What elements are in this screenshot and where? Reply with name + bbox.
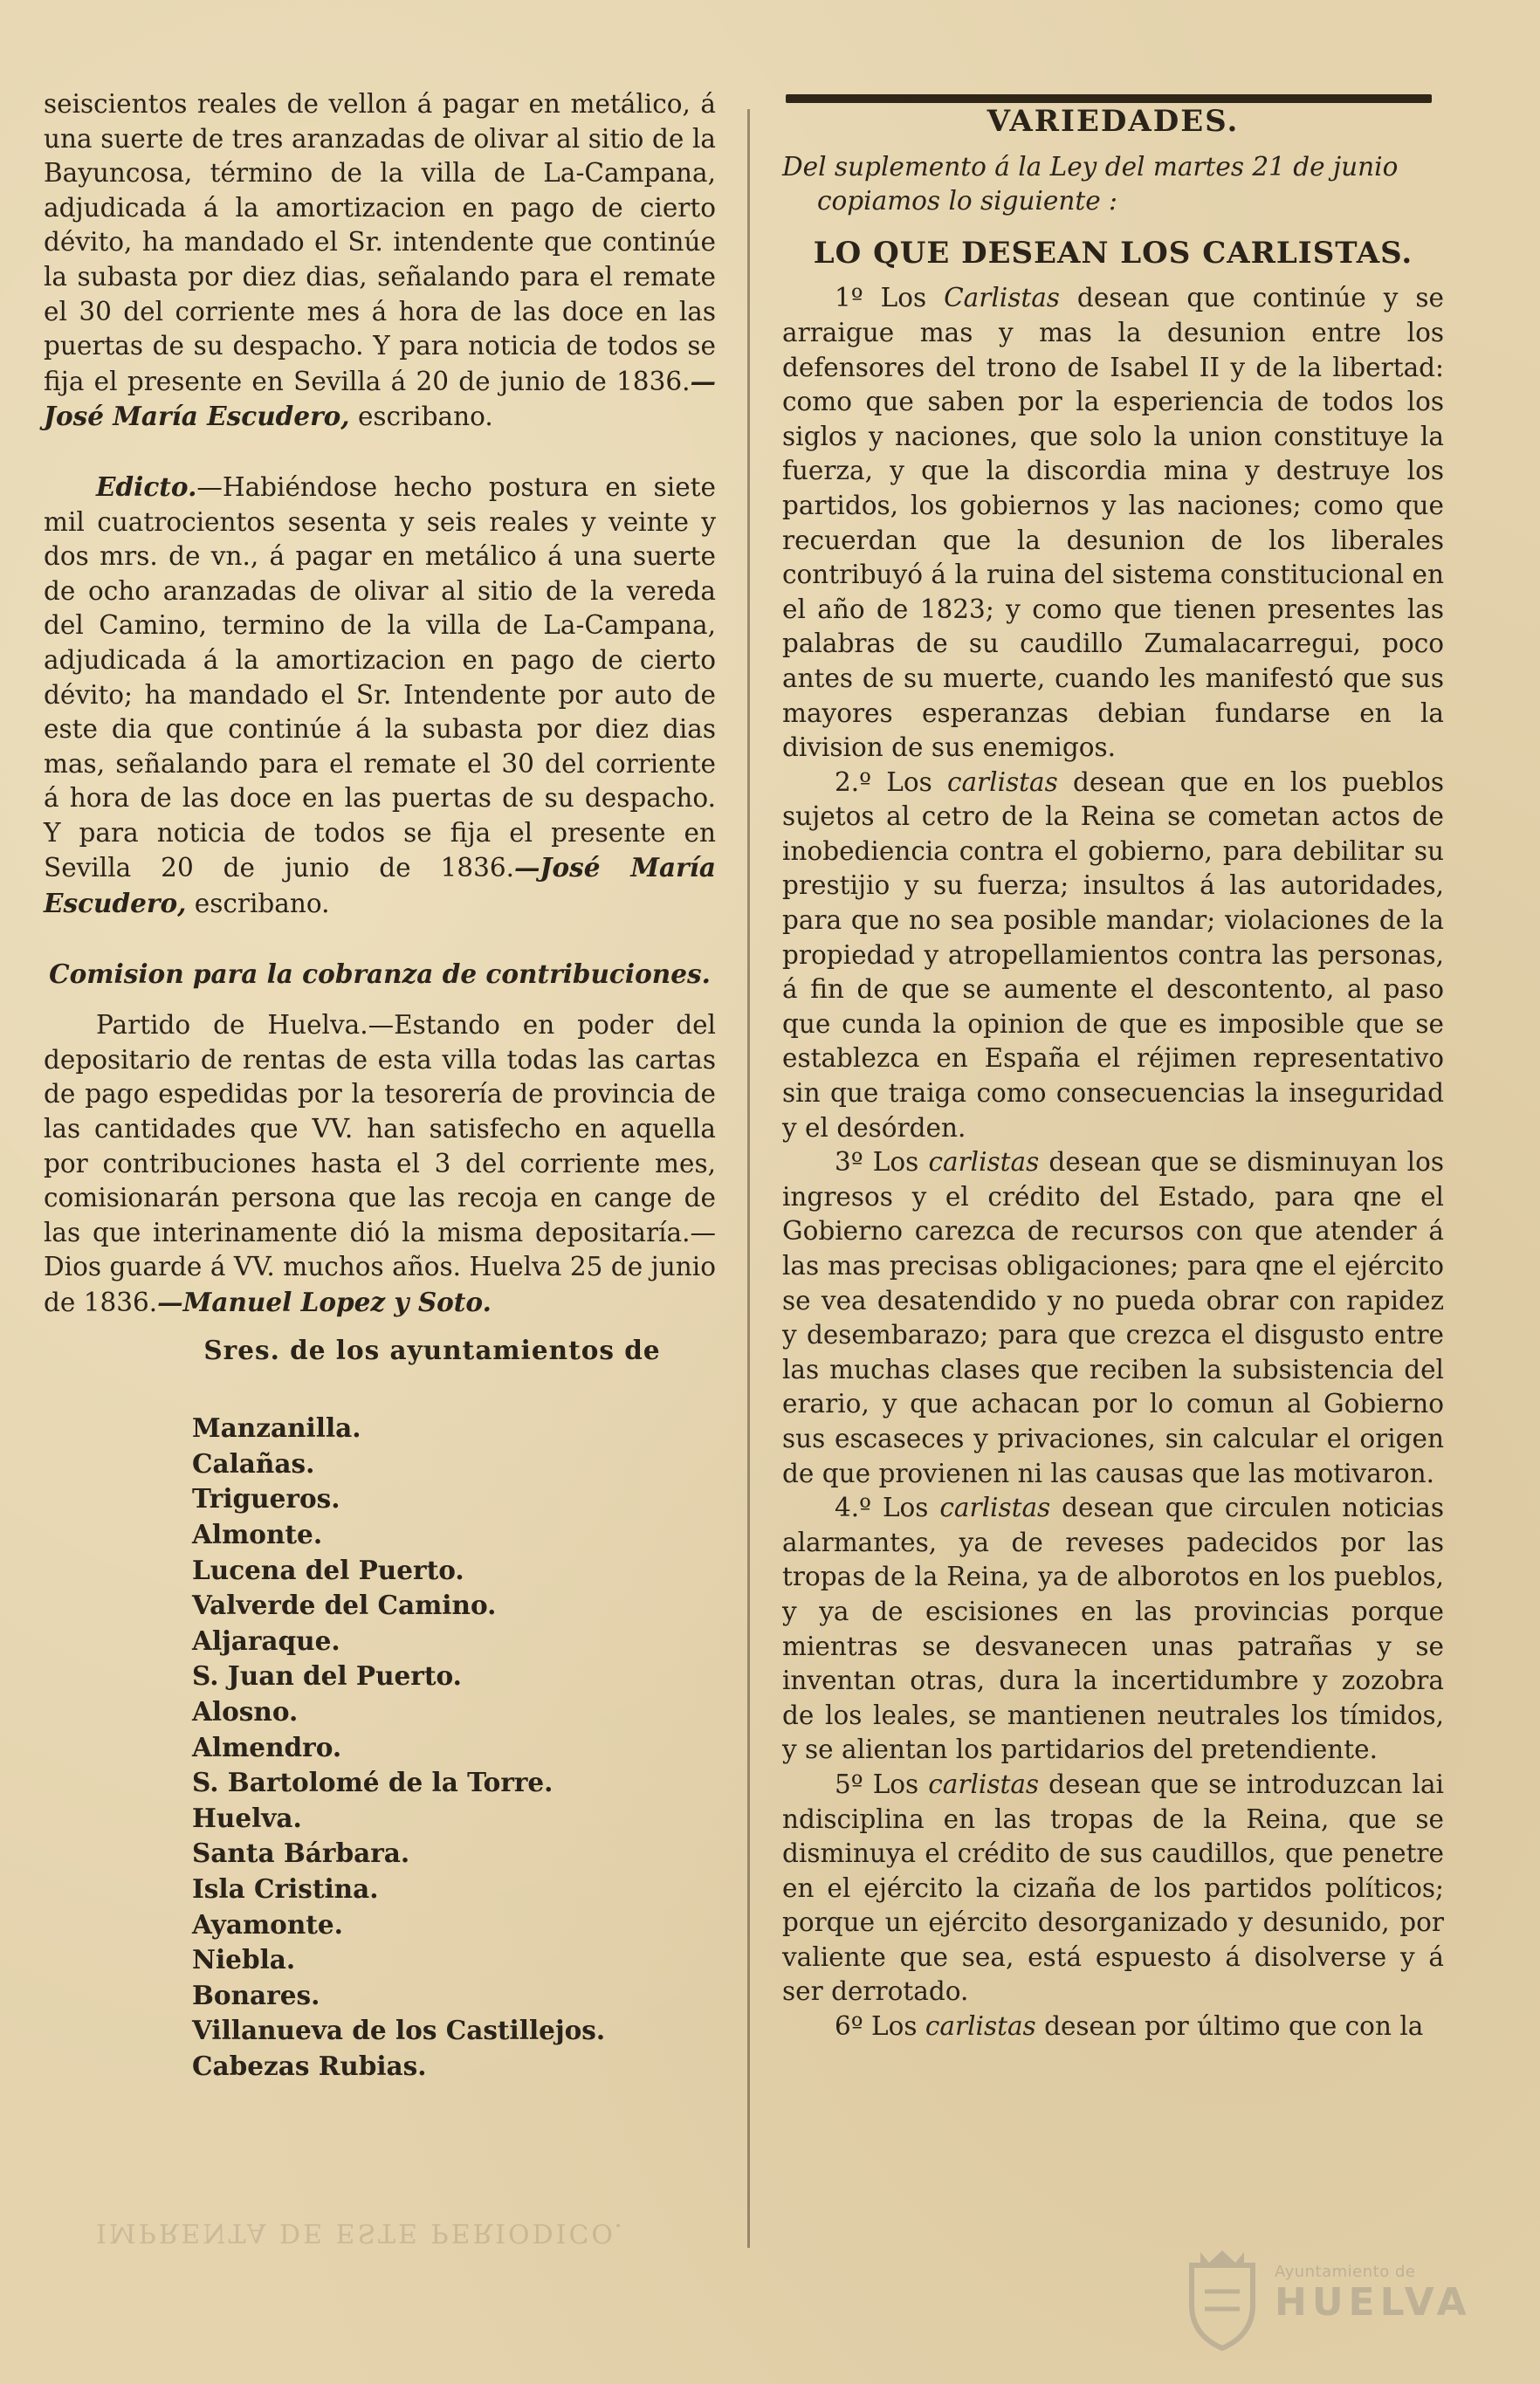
edict-notice: Edicto.—Habiéndose hecho postura en siete mil cuatrocientos sesenta y seis reales y veinte y dos mrs. de vn., á pagar en metálico á una suerte de ocho aranzadas de olivar al sitio de la vereda del Camino, termino de la villa de La-Campana, adjudicada á la amortizacion en pago de cierto dévito; ha mandado el Sr. Intendente por auto de este dia que continúe á la subasta por diez dias mas, señalando para el remate el 30 del corriente á hora de las doce en las puertas de su despacho. Y para noticia de todos se fija el presente en Sevilla 20 de junio de 1836.—José María Escudero, escribano.	[44, 471, 716, 919]
item-subject: carlistas	[939, 1493, 1051, 1523]
town-item: Huelva.	[192, 1802, 302, 1833]
show-through-text: IMPRENTA DE ESTE PERIODICO.	[96, 2217, 625, 2248]
item-subject: carlistas	[946, 766, 1058, 797]
left-column	[44, 87, 716, 2084]
item-number: 4.º	[835, 1493, 872, 1523]
item-number: 2.º	[835, 766, 872, 797]
auction-notice-1: seiscientos reales de vellon á pagar en metálico, á una suerte de tres aranzadas de olivar al sitio de la Bayuncosa, término de la villa de La-Campana, adjudicada á la amortizacion en pago de cierto dévito, ha mandado el Sr. intendente que continúe la subasta por diez dias, señalando para el remate el 30 del corriente mes á hora de las doce en las puertas de su despacho. Y para noticia de todos se fija el presente en Sevilla á 20 de junio de 1836.—José María Escudero, escribano.	[44, 89, 716, 432]
town-item: Bonares.	[192, 1979, 320, 2010]
towns-list	[44, 1411, 716, 2084]
section-title: VARIEDADES.	[987, 104, 1240, 139]
item-subject: carlistas	[925, 2011, 1036, 2042]
comision-heading: Comision para la cobranza de contribuciones.	[49, 958, 711, 989]
main-heading: LO QUE DESEAN LOS CARLISTAS.	[813, 235, 1413, 271]
town-item: Cabezas Rubias.	[192, 2050, 427, 2081]
town-item: Ayamonte.	[192, 1908, 343, 1940]
town-item: Lucena del Puerto.	[192, 1554, 464, 1585]
carlist-item: 3º Los carlistas desean que se disminuyan los ingresos y el crédito del Estado, para qne el Gobierno carezca de recursos con que atender á las mas precisas obligaciones; para qne el ejército se vea desatendido y no pueda obrar con rapidez y desembarazo; para que crezca el disgusto entre las muchas clases que reciben la subsistencia del erario, y que achacan por lo comun al Gobierno sus escaseces y privaciones, sin calcular el origen de que provienen ni las causas que las motivaron.	[782, 1147, 1444, 1488]
town-item: Manzanilla.	[192, 1412, 361, 1444]
town-item: Almonte.	[192, 1518, 323, 1549]
ayuntamientos-heading: Sres. de los ayuntamientos de	[203, 1334, 661, 1365]
item-number: 5º	[835, 1769, 863, 1799]
town-item: Trigueros.	[192, 1483, 340, 1515]
city-crest-icon	[1179, 2243, 1266, 2353]
town-item: Santa Bárbara.	[192, 1838, 410, 1869]
carlist-item: 6º Los carlistas desean por último que con la	[835, 2011, 1424, 2042]
carlist-items	[782, 281, 1444, 2044]
item-number: 6º	[835, 2011, 863, 2042]
intro-line-1: Del suplemento á la Ley del martes 21 de junio	[782, 151, 1399, 182]
carlist-item: 1º Los Carlistas desean que continúe y se arraigue mas y mas la desunion entre los defensores del trono de Isabel II y de la libertad: como que saben por la esperiencia de todos los siglos y naciones, que solo la union constituye la fuerza, y que la discordia mina y destruye los partidos, los gobiernos y las naciones; como que recuerdan que la desunion de los liberales contribuyó á la ruina del sistema constitucional en el año de 1823; y como que tienen presentes las palabras de su caudillo Zumalacarregui, poco antes de su muerte, cuando les manifestó que sus mayores esperanzas debian fundarse en la division de sus enemigos.	[782, 283, 1444, 763]
town-item: Alosno.	[192, 1695, 299, 1727]
item-number: 3º	[835, 1147, 863, 1178]
carlist-item: 4.º Los carlistas desean que circulen noticias alarmantes, ya de reveses padecidos por las tropas de la Reina, ya de alborotos en los pueblos, y ya de escisiones en las provincias porque mientras se desvanecen unas patrañas y se inventan otras, dura la incertidumbre y zozobra de los leales, se mantienen neutrales los tímidos, y se alientan los partidarios del pretendiente.	[782, 1493, 1444, 1765]
town-item: Villanueva de los Castillejos.	[192, 2015, 606, 2046]
town-item: Isla Cristina.	[192, 1872, 379, 1904]
intro-line-2: copiamos lo siguiente :	[817, 186, 1117, 216]
stamp-small-text: Ayuntamiento de	[1275, 2263, 1416, 2281]
item-subject: carlistas	[928, 1769, 1040, 1799]
stamp-big-text: HUELVA	[1275, 2280, 1472, 2325]
town-item: Aljaraque.	[192, 1625, 340, 1656]
town-item: Calañas.	[192, 1447, 315, 1479]
item-subject: carlistas	[928, 1147, 1040, 1178]
signature-escudero-2: —José María Escudero,	[44, 852, 716, 919]
town-item: S. Juan del Puerto.	[192, 1660, 462, 1692]
edicto-label: Edicto.	[96, 471, 197, 502]
town-item: Almendro.	[192, 1731, 342, 1762]
signature-escudero-1: —José María Escudero,	[44, 365, 716, 432]
signature-lopez: —Manuel Lopez y Soto.	[157, 1287, 492, 1317]
column-divider	[747, 109, 750, 2248]
item-number: 1º	[835, 283, 863, 313]
item-subject: Carlistas	[944, 283, 1060, 313]
town-item: Valverde del Camino.	[192, 1590, 497, 1621]
archive-stamp	[1179, 2243, 1472, 2357]
partido-label: Partido de Huelva.	[96, 1010, 368, 1041]
right-column	[782, 87, 1444, 2044]
town-item: Niebla.	[192, 1944, 296, 1975]
carlist-item: 5º Los carlistas desean que se introduzcan lai ndisciplina en las tropas de la Reina, que se disminuya el crédito de sus caudillos, que penetre en el ejército la cizaña de los partidos políticos; porque un ejército desorganizado y desunido, por valiente que sea, está espuesto á disolverse y á ser derrotado.	[782, 1769, 1444, 2007]
carlist-item: 2.º Los carlistas desean que en los pueblos sujetos al cetro de la Reina se cometan actos de inobediencia contra el gobierno, para debilitar su prestijio y su fuerza; insultos á las autoridades, para que no sea posible mandar; violaciones de la propiedad y atropellamientos contra las personas, á fin de que se aumente el descontento, al paso que cunda la opinion de que es imposible que se establezca en España el réjimen representativo sin que traiga como consecuencias la inseguridad y el desórden.	[782, 766, 1444, 1143]
partido-notice: Partido de Huelva.—Estando en poder del depositario de rentas de esta villa todas las cartas de pago espedidas por la tesorería de provincia de las cantidades que VV. han satisfecho en aquella por contribuciones hasta el 3 del corriente mes, comisionarán persona que las recoja en cange de las que interinamente dió la misma depositaría.—Dios guarde á VV. muchos años. Huelva 25 de junio de 1836.—Manuel Lopez y Soto.	[44, 1010, 716, 1317]
town-item: S. Bartolomé de la Torre.	[192, 1767, 553, 1798]
